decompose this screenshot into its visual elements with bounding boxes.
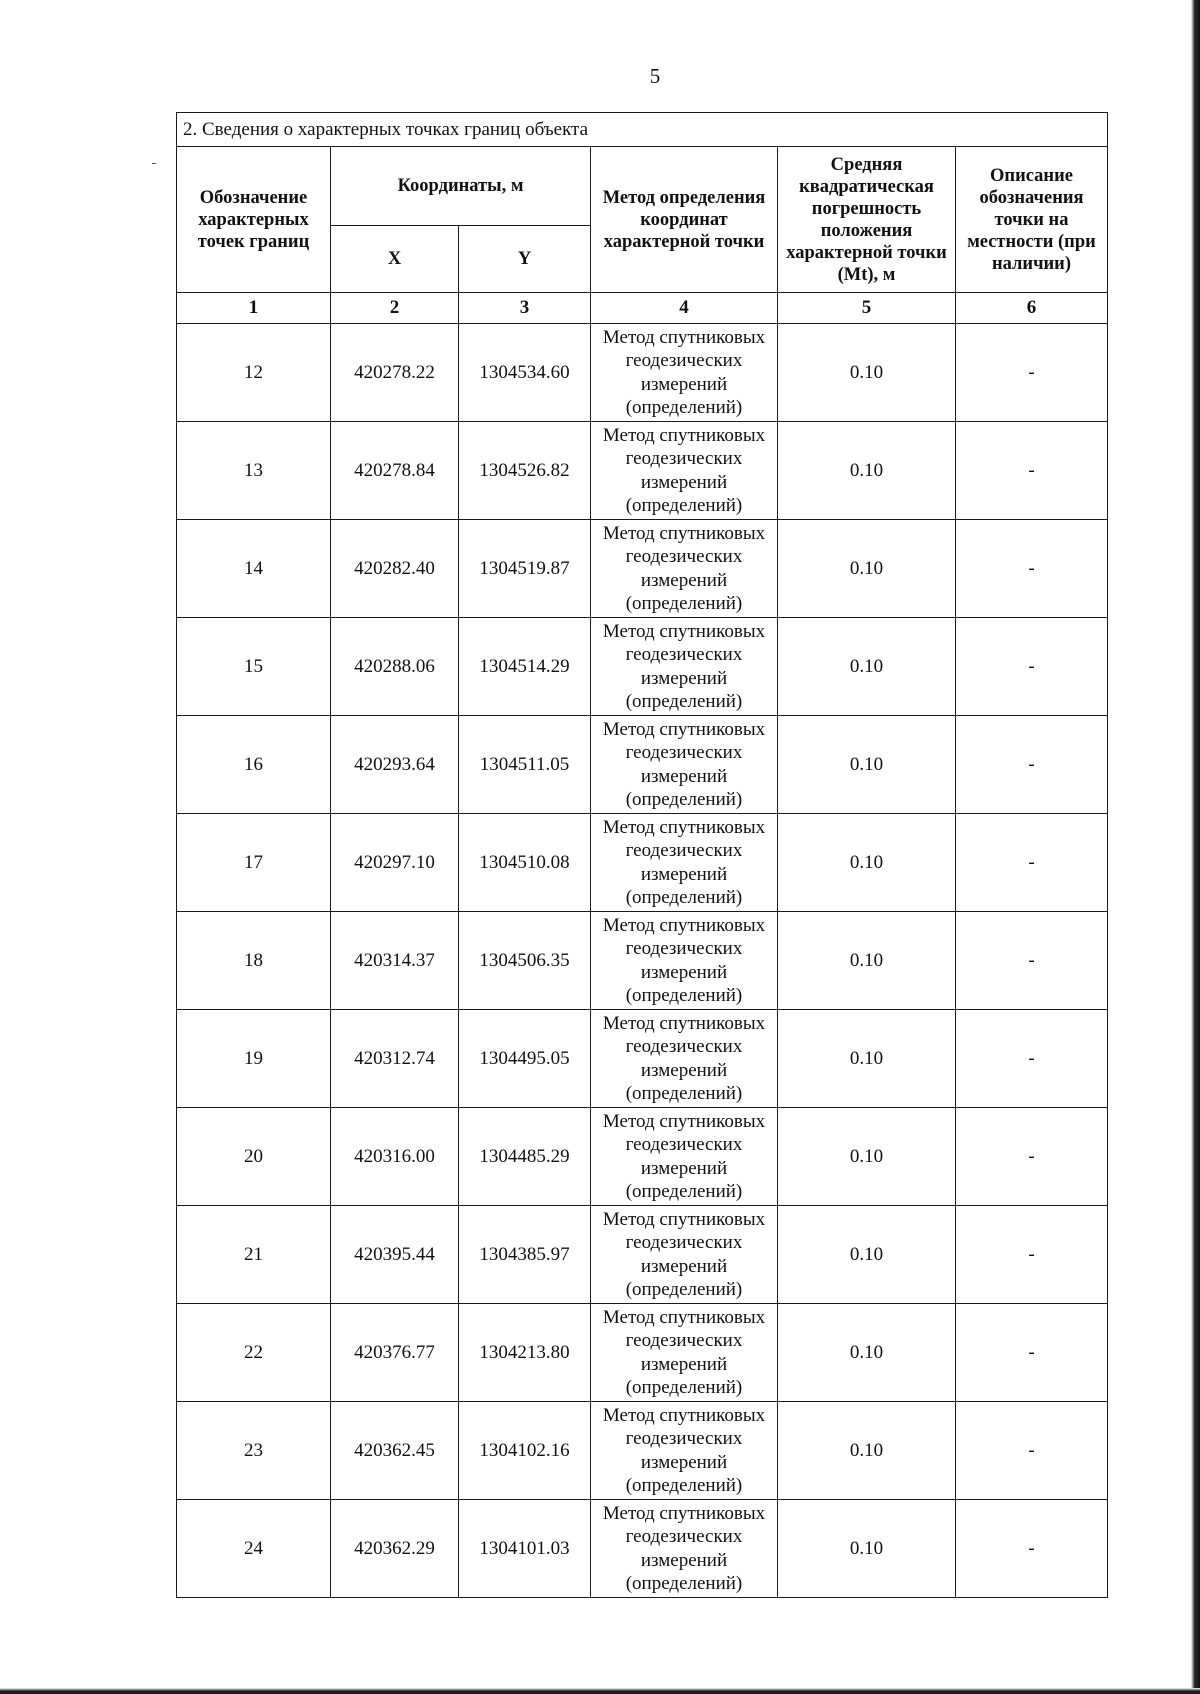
coord-x: 420278.22 bbox=[331, 324, 459, 422]
table-row bbox=[177, 912, 1108, 1010]
coord-x: 420362.29 bbox=[331, 1500, 459, 1598]
column-number: 5 bbox=[778, 293, 956, 324]
description: - bbox=[956, 324, 1108, 422]
description: - bbox=[956, 618, 1108, 716]
mt-value: 0.10 bbox=[778, 1500, 956, 1598]
point-id: 14 bbox=[177, 520, 331, 618]
column-number-row bbox=[177, 293, 1108, 324]
description: - bbox=[956, 1304, 1108, 1402]
mt-value: 0.10 bbox=[778, 912, 956, 1010]
coord-y: 1304102.16 bbox=[459, 1402, 591, 1500]
mt-value: 0.10 bbox=[778, 520, 956, 618]
description: - bbox=[956, 716, 1108, 814]
method: Метод спутниковых геодезических измерений (определений) bbox=[591, 1402, 778, 1500]
point-id: 24 bbox=[177, 1500, 331, 1598]
mt-value: 0.10 bbox=[778, 814, 956, 912]
point-id: 15 bbox=[177, 618, 331, 716]
method: Метод спутниковых геодезических измерений (определений) bbox=[591, 716, 778, 814]
coord-x: 420293.64 bbox=[331, 716, 459, 814]
mt-value: 0.10 bbox=[778, 1304, 956, 1402]
boundary-points-table bbox=[176, 112, 1108, 1598]
table-body bbox=[177, 324, 1108, 1598]
method: Метод спутниковых геодезических измерений (определений) bbox=[591, 1304, 778, 1402]
method: Метод спутниковых геодезических измерений (определений) bbox=[591, 1206, 778, 1304]
coord-y: 1304213.80 bbox=[459, 1304, 591, 1402]
mt-value: 0.10 bbox=[778, 422, 956, 520]
coord-y: 1304534.60 bbox=[459, 324, 591, 422]
header-x: X bbox=[331, 226, 459, 293]
column-number: 4 bbox=[591, 293, 778, 324]
mt-value: 0.10 bbox=[778, 716, 956, 814]
coord-y: 1304385.97 bbox=[459, 1206, 591, 1304]
header-coordinates: Координаты, м bbox=[331, 147, 591, 226]
coord-x: 420278.84 bbox=[331, 422, 459, 520]
mt-value: 0.10 bbox=[778, 1108, 956, 1206]
description: - bbox=[956, 422, 1108, 520]
coord-x: 420362.45 bbox=[331, 1402, 459, 1500]
header-method: Метод определения координат характерной точки bbox=[591, 147, 778, 293]
coord-y: 1304506.35 bbox=[459, 912, 591, 1010]
method: Метод спутниковых геодезических измерений (определений) bbox=[591, 324, 778, 422]
description: - bbox=[956, 1402, 1108, 1500]
description: - bbox=[956, 912, 1108, 1010]
mt-value: 0.10 bbox=[778, 324, 956, 422]
point-id: 12 bbox=[177, 324, 331, 422]
method: Метод спутниковых геодезических измерений (определений) bbox=[591, 912, 778, 1010]
point-id: 18 bbox=[177, 912, 331, 1010]
coord-x: 420282.40 bbox=[331, 520, 459, 618]
table-row bbox=[177, 1010, 1108, 1108]
coord-x: 420395.44 bbox=[331, 1206, 459, 1304]
point-id: 22 bbox=[177, 1304, 331, 1402]
column-number: 2 bbox=[331, 293, 459, 324]
table-row bbox=[177, 324, 1108, 422]
scan-speck bbox=[152, 163, 156, 164]
table-row bbox=[177, 1402, 1108, 1500]
coord-y: 1304526.82 bbox=[459, 422, 591, 520]
coord-x: 420312.74 bbox=[331, 1010, 459, 1108]
method: Метод спутниковых геодезических измерений (определений) bbox=[591, 618, 778, 716]
description: - bbox=[956, 1010, 1108, 1108]
table-row bbox=[177, 1206, 1108, 1304]
coord-x: 420297.10 bbox=[331, 814, 459, 912]
table-row bbox=[177, 618, 1108, 716]
method: Метод спутниковых геодезических измерений (определений) bbox=[591, 1500, 778, 1598]
coord-y: 1304101.03 bbox=[459, 1500, 591, 1598]
header-description: Описание обозначения точки на местности (при наличии) bbox=[956, 147, 1108, 293]
coord-y: 1304510.08 bbox=[459, 814, 591, 912]
column-number: 3 bbox=[459, 293, 591, 324]
description: - bbox=[956, 1108, 1108, 1206]
table-row bbox=[177, 1500, 1108, 1598]
scan-edge-right bbox=[1191, 0, 1200, 1694]
description: - bbox=[956, 520, 1108, 618]
method: Метод спутниковых геодезических измерений (определений) bbox=[591, 814, 778, 912]
method: Метод спутниковых геодезических измерений (определений) bbox=[591, 422, 778, 520]
description: - bbox=[956, 1500, 1108, 1598]
point-id: 20 bbox=[177, 1108, 331, 1206]
method: Метод спутниковых геодезических измерений (определений) bbox=[591, 520, 778, 618]
point-id: 16 bbox=[177, 716, 331, 814]
coord-x: 420288.06 bbox=[331, 618, 459, 716]
coord-x: 420316.00 bbox=[331, 1108, 459, 1206]
table-row bbox=[177, 1304, 1108, 1402]
description: - bbox=[956, 1206, 1108, 1304]
header-designation: Обозначение характерных точек границ bbox=[177, 147, 331, 293]
coord-y: 1304519.87 bbox=[459, 520, 591, 618]
coord-x: 420314.37 bbox=[331, 912, 459, 1010]
point-id: 19 bbox=[177, 1010, 331, 1108]
method: Метод спутниковых геодезических измерений (определений) bbox=[591, 1010, 778, 1108]
point-id: 23 bbox=[177, 1402, 331, 1500]
table-row bbox=[177, 1108, 1108, 1206]
mt-value: 0.10 bbox=[778, 1206, 956, 1304]
point-id: 17 bbox=[177, 814, 331, 912]
coord-x: 420376.77 bbox=[331, 1304, 459, 1402]
mt-value: 0.10 bbox=[778, 1402, 956, 1500]
header-error: Средняя квадратическая погрешность положения характерной точки (Mt), м bbox=[778, 147, 956, 293]
column-number: 1 bbox=[177, 293, 331, 324]
table-row bbox=[177, 422, 1108, 520]
table-row bbox=[177, 814, 1108, 912]
mt-value: 0.10 bbox=[778, 1010, 956, 1108]
table-row bbox=[177, 520, 1108, 618]
coord-y: 1304495.05 bbox=[459, 1010, 591, 1108]
description: - bbox=[956, 814, 1108, 912]
column-number: 6 bbox=[956, 293, 1108, 324]
coord-y: 1304514.29 bbox=[459, 618, 591, 716]
point-id: 21 bbox=[177, 1206, 331, 1304]
section-title: 2. Сведения о характерных точках границ объекта bbox=[177, 113, 1108, 147]
coord-y: 1304485.29 bbox=[459, 1108, 591, 1206]
header-y: Y bbox=[459, 226, 591, 293]
mt-value: 0.10 bbox=[778, 618, 956, 716]
scan-edge-bottom bbox=[0, 1688, 1200, 1694]
coord-y: 1304511.05 bbox=[459, 716, 591, 814]
table-row bbox=[177, 716, 1108, 814]
page-number: 5 bbox=[649, 64, 661, 88]
method: Метод спутниковых геодезических измерений (определений) bbox=[591, 1108, 778, 1206]
point-id: 13 bbox=[177, 422, 331, 520]
